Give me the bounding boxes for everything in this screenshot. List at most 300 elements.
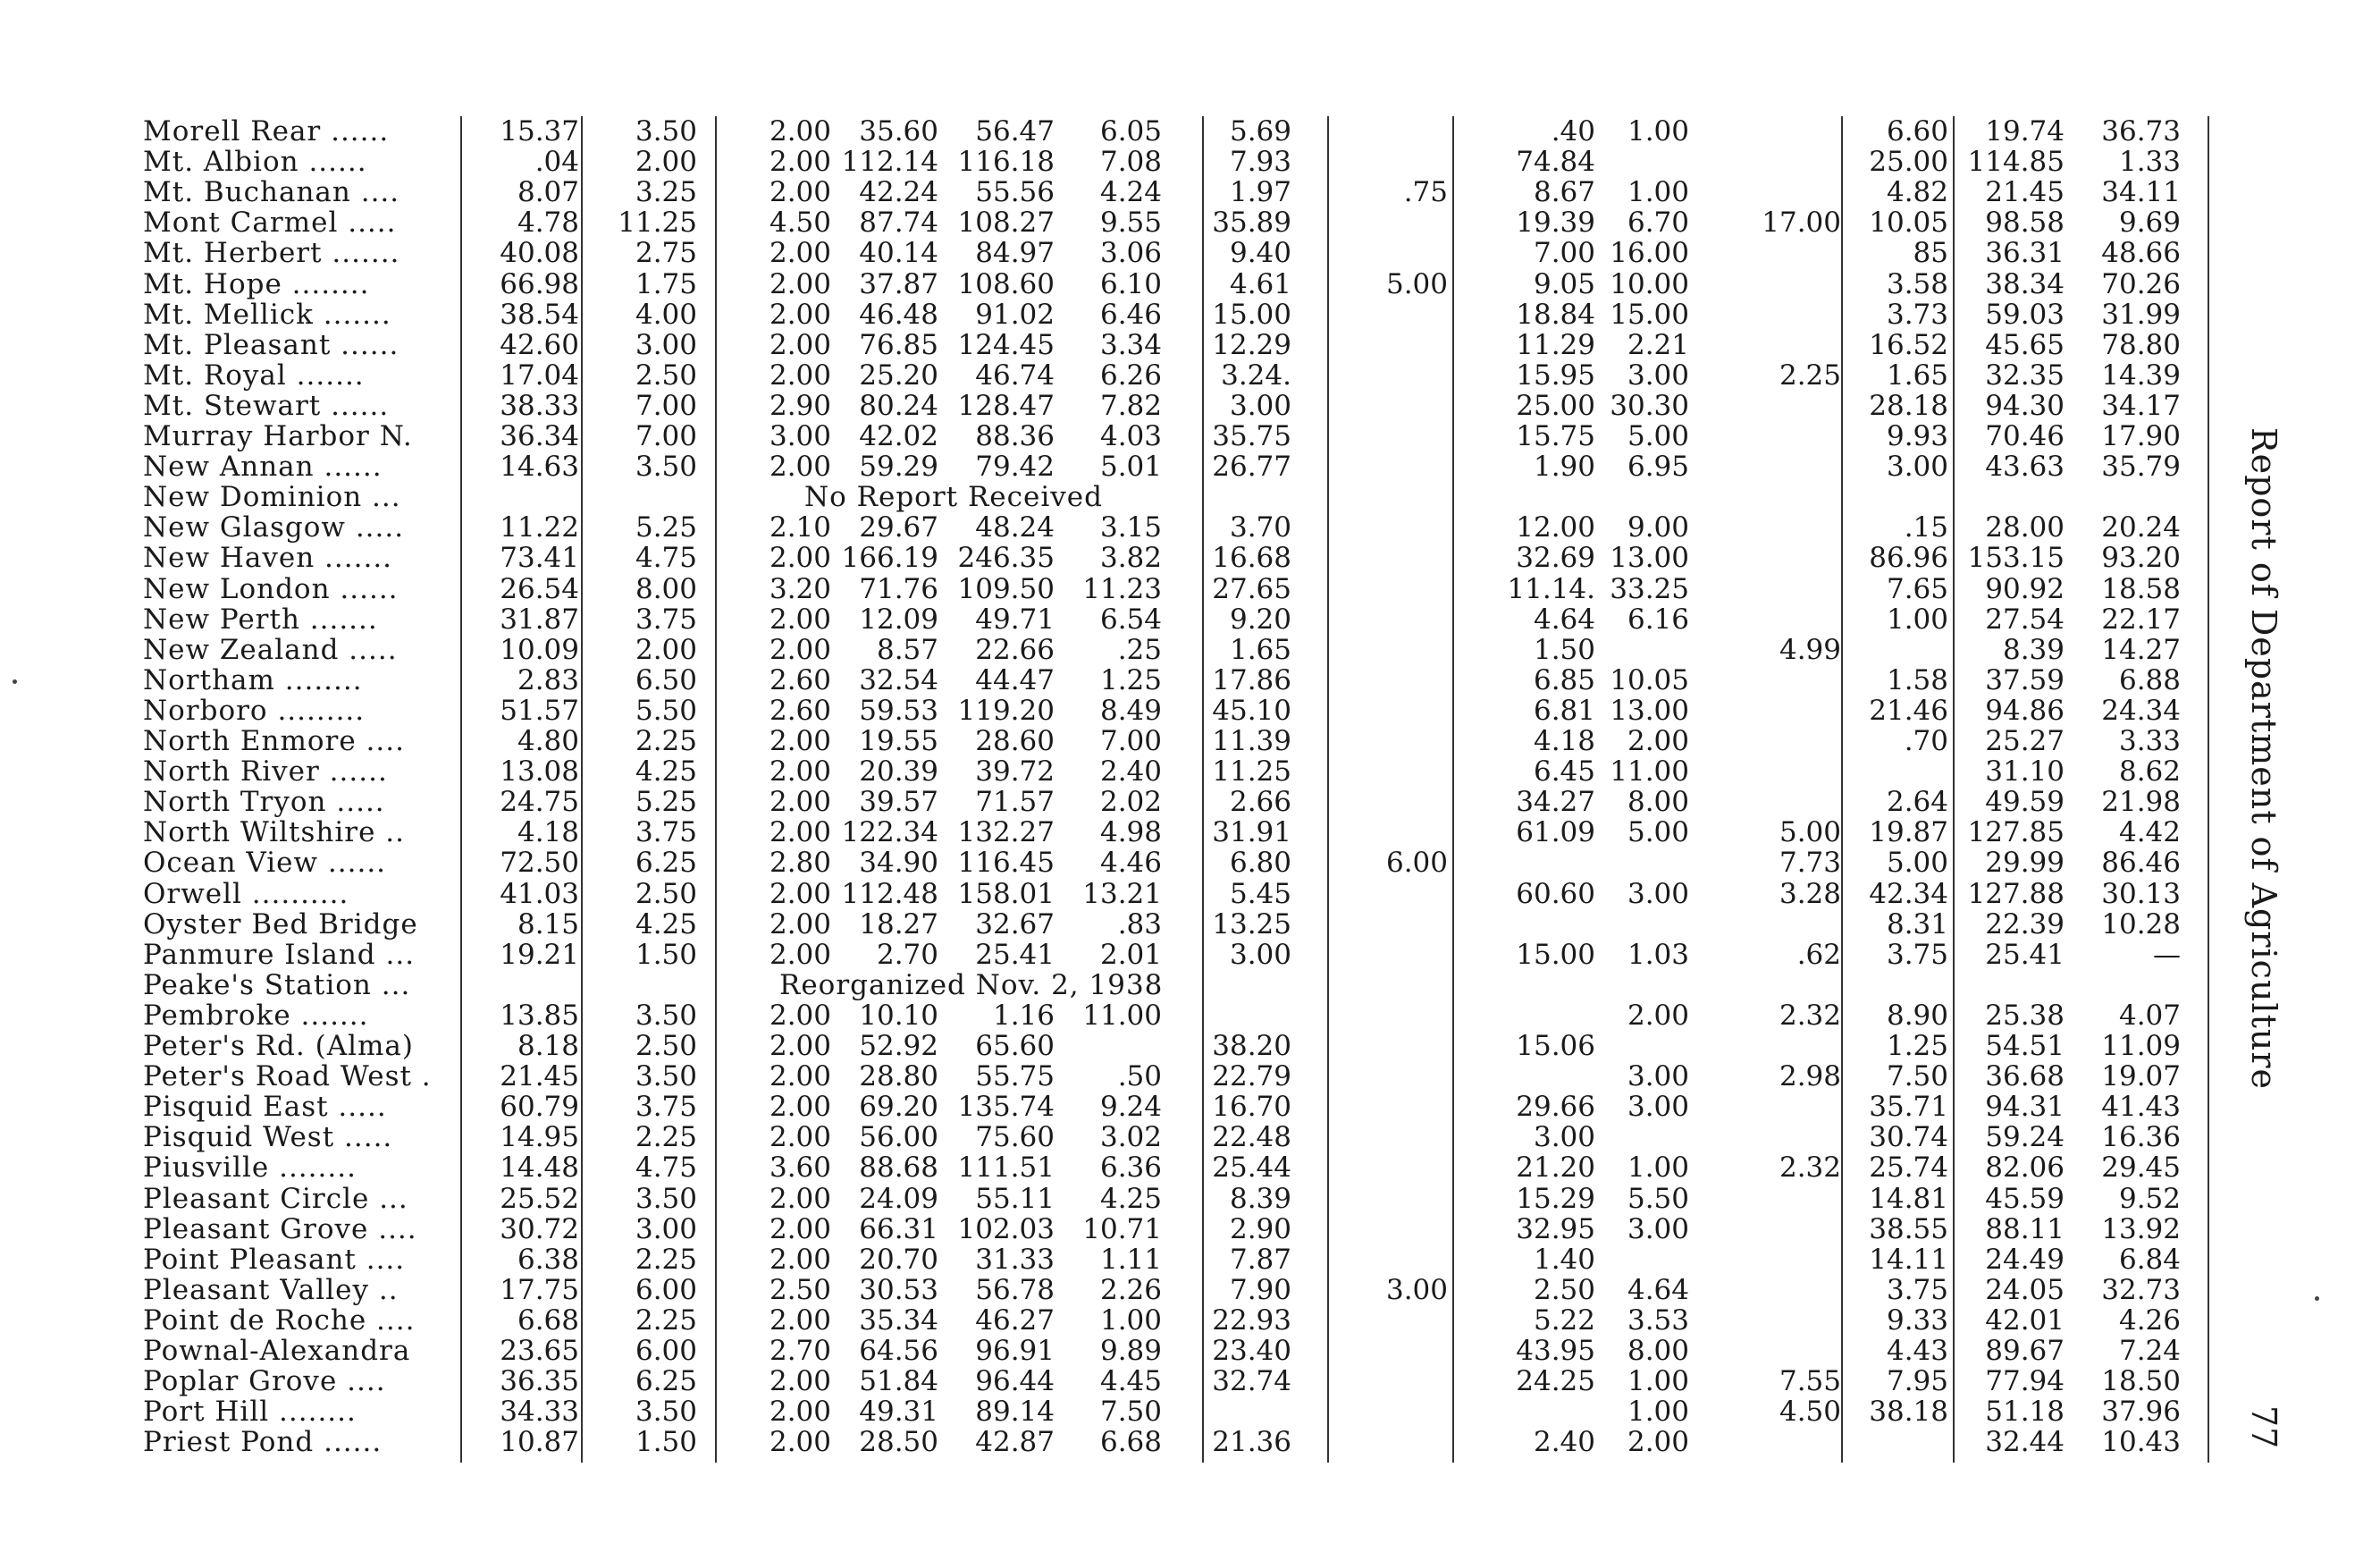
table-cell: 71.76 (859, 572, 938, 605)
table-cell: .62 (1796, 938, 1841, 971)
table-cell: 2.80 (769, 847, 831, 880)
table-cell: 31.99 (2101, 298, 2181, 331)
table-cell: 79.42 (975, 451, 1055, 484)
table-cell: 127.88 (1967, 877, 2065, 910)
table-cell: 3.58 (1886, 267, 1948, 300)
table-cell: 4.78 (517, 207, 579, 240)
row-name: Piusville ........ (143, 1151, 357, 1185)
table-cell: 30.13 (2101, 877, 2181, 910)
table-cell: 1.58 (1886, 663, 1948, 696)
table-cell: 6.68 (517, 1303, 579, 1337)
table-row (143, 909, 2199, 940)
table-cell: 5.25 (635, 786, 697, 819)
table-cell: 10.05 (1869, 207, 1948, 240)
table-cell: 2.00 (769, 146, 831, 179)
row-name: Mt. Albion ...... (143, 146, 367, 179)
table-row (143, 1122, 2199, 1152)
table-cell: 25.20 (859, 358, 938, 392)
row-name: North Tryon ..... (143, 786, 385, 819)
table-cell: 3.75 (635, 1091, 697, 1124)
table-cell: 29.66 (1516, 1091, 1595, 1124)
table-cell: 2.02 (1099, 786, 1162, 819)
table-cell: 15.37 (500, 115, 579, 148)
row-name: North Wiltshire .. (143, 816, 406, 849)
table-cell: 56.00 (859, 1121, 938, 1154)
table-cell: 1.00 (1627, 1396, 1689, 1429)
table-cell: 96.91 (975, 1335, 1055, 1367)
table-cell: 42.34 (1869, 877, 1948, 910)
table-cell: 25.38 (1985, 999, 2065, 1032)
table-cell: 7.95 (1886, 1365, 1948, 1398)
table-cell: 2.00 (769, 907, 831, 940)
table-cell: 8.15 (517, 907, 579, 940)
table-cell: 4.25 (635, 755, 697, 789)
table-cell: 4.25 (635, 907, 697, 940)
table-row (143, 1427, 2199, 1457)
table-cell: 22.17 (2101, 603, 2181, 636)
table-cell: 7.82 (1099, 389, 1162, 422)
table-cell: 7.00 (1533, 237, 1595, 270)
table-cell: 4.46 (1099, 847, 1162, 880)
table-cell: 24.09 (859, 1182, 938, 1215)
table-cell: 3.00 (1385, 1273, 1448, 1306)
table-cell: 19.21 (500, 938, 579, 971)
table-cell: 87.74 (859, 207, 938, 240)
table-cell: 32.74 (1212, 1365, 1291, 1398)
table-cell: 3.50 (635, 451, 697, 484)
table-cell: 59.29 (859, 451, 938, 484)
table-cell: 23.40 (1212, 1335, 1291, 1367)
table-cell: 7.00 (635, 389, 697, 422)
table-cell: 2.25 (635, 1243, 697, 1276)
table-cell: 38.55 (1869, 1212, 1948, 1245)
table-cell: 6.46 (1099, 298, 1162, 331)
table-cell: 94.86 (1985, 694, 2065, 727)
table-cell: 69.20 (859, 1091, 938, 1124)
table-cell: 45.59 (1985, 1182, 2065, 1215)
table-cell: 48.66 (2101, 237, 2181, 270)
table-cell: 35.89 (1212, 207, 1291, 240)
table-cell: 27.65 (1212, 572, 1291, 605)
table-cell: 112.14 (841, 146, 938, 179)
table-cell: 35.79 (2101, 451, 2181, 484)
table-cell: 15.00 (1516, 938, 1595, 971)
table-cell: 119.20 (957, 694, 1055, 727)
table-cell: 3.06 (1099, 237, 1162, 270)
table-cell: 21.20 (1516, 1151, 1595, 1185)
table-cell: 21.46 (1869, 694, 1948, 727)
table-row (143, 512, 2199, 543)
table-cell: 56.78 (975, 1273, 1055, 1306)
table-cell: 2.00 (769, 328, 831, 361)
table-cell: 78.80 (2101, 328, 2181, 361)
table-cell: 48.24 (975, 511, 1055, 544)
table-cell: 3.00 (635, 328, 697, 361)
table-cell: 9.05 (1533, 267, 1595, 300)
row-name: Pisquid East ..... (143, 1091, 387, 1124)
table-cell: 72.50 (500, 847, 579, 880)
table-row (143, 543, 2199, 573)
table-row (143, 269, 2199, 299)
table-cell: 2.50 (769, 1273, 831, 1306)
table-cell: 6.36 (1099, 1151, 1162, 1185)
table-cell: 116.18 (957, 146, 1055, 179)
table-cell: 1.25 (1099, 663, 1162, 696)
table-cell: 59.53 (859, 694, 938, 727)
table-cell: 28.00 (1985, 511, 2065, 544)
table-cell: 6.25 (635, 1365, 697, 1398)
table-cell: 9.89 (1099, 1335, 1162, 1367)
table-cell: 11.23 (1082, 572, 1162, 605)
table-cell: 2.00 (635, 633, 697, 666)
table-cell: 2.00 (769, 816, 831, 849)
table-cell: 1.50 (1533, 633, 1595, 666)
table-cell: 30.74 (1869, 1121, 1948, 1154)
table-cell: 3.34 (1099, 328, 1162, 361)
table-cell: 22.93 (1212, 1303, 1291, 1337)
table-cell: 40.08 (500, 237, 579, 270)
table-cell: 1.00 (1627, 176, 1689, 209)
table-cell: 2.00 (769, 1121, 831, 1154)
table-cell: .25 (1117, 633, 1162, 666)
table-cell: 7.00 (1099, 725, 1162, 757)
table-cell: 19.39 (1516, 207, 1595, 240)
table-cell: 37.59 (1985, 663, 2065, 696)
scan-speck (2315, 1296, 2319, 1301)
table-cell: .83 (1117, 907, 1162, 940)
table-cell: 3.00 (1627, 1091, 1689, 1124)
table-cell: 91.02 (975, 298, 1055, 331)
table-cell: 14.81 (1869, 1182, 1948, 1215)
table-row (143, 177, 2199, 207)
row-name: Pleasant Grove .... (143, 1212, 417, 1245)
table-cell: 32.95 (1516, 1212, 1595, 1245)
row-name: Pembroke ....... (143, 999, 369, 1032)
table-cell: 4.99 (1779, 633, 1841, 666)
table-cell: 4.43 (1886, 1335, 1948, 1367)
table-cell: 20.24 (2101, 511, 2181, 544)
table-row (143, 238, 2199, 268)
table-cell: 4.42 (2118, 816, 2181, 849)
table-cell: 7.93 (1229, 146, 1291, 179)
table-cell: 32.69 (1516, 542, 1595, 575)
table-cell: 7.73 (1779, 847, 1841, 880)
table-cell: 25.00 (1869, 146, 1948, 179)
table-cell: 36.34 (500, 420, 579, 452)
table-cell: 6.50 (635, 663, 697, 696)
table-cell: 8.57 (876, 633, 938, 666)
table-cell: 5.00 (1627, 816, 1689, 849)
table-row (143, 1000, 2199, 1031)
table-cell: 13.08 (500, 755, 579, 789)
table-cell: 4.25 (1099, 1182, 1162, 1215)
table-cell: 15.00 (1212, 298, 1291, 331)
row-name: Panmure Island ... (143, 938, 416, 971)
column-rule (1841, 116, 1843, 1463)
table-cell: 3.25 (635, 176, 697, 209)
table-cell: 11.22 (500, 511, 579, 544)
table-cell: 22.79 (1212, 1060, 1291, 1093)
table-cell: .75 (1403, 176, 1448, 209)
row-name: Pleasant Valley .. (143, 1273, 399, 1306)
table-cell: 3.15 (1099, 511, 1162, 544)
table-cell: 6.54 (1099, 603, 1162, 636)
table-cell: 88.36 (975, 420, 1055, 452)
table-cell: 2.00 (769, 542, 831, 575)
table-cell: 8.00 (1627, 786, 1689, 819)
column-rule (581, 116, 583, 1463)
row-name: Poplar Grove .... (143, 1365, 386, 1398)
table-cell: 158.01 (957, 877, 1055, 910)
table-cell: 5.22 (1533, 1303, 1595, 1337)
table-cell: 9.00 (1627, 511, 1689, 544)
table-cell: 13.92 (2101, 1212, 2181, 1245)
table-cell: 1.00 (1627, 1151, 1689, 1185)
table-row (143, 756, 2199, 787)
table-row (143, 1244, 2199, 1275)
table-cell: 6.80 (1229, 847, 1291, 880)
table-cell: 3.00 (769, 420, 831, 452)
table-cell: 3.00 (635, 1212, 697, 1245)
table-row (143, 604, 2199, 635)
table-cell: 15.95 (1516, 358, 1595, 392)
table-row (143, 147, 2199, 177)
table-cell: 17.90 (2101, 420, 2181, 452)
table-cell: 3.00 (1886, 451, 1948, 484)
table-cell: 3.33 (2118, 725, 2181, 757)
table-cell: 29.67 (859, 511, 938, 544)
table-cell: 29.99 (1985, 847, 2065, 880)
table-cell: 1.50 (635, 1426, 697, 1459)
table-cell: 3.24. (1221, 358, 1291, 392)
table-cell: 25.52 (500, 1182, 579, 1215)
table-cell: 2.32 (1779, 999, 1841, 1032)
table-cell: 21.45 (1985, 176, 2065, 209)
table-cell: 2.00 (769, 358, 831, 392)
table-row (143, 1275, 2199, 1305)
table-cell: 21.36 (1212, 1426, 1291, 1459)
table-cell: 2.00 (635, 146, 697, 179)
table-cell: 60.60 (1516, 877, 1595, 910)
table-cell: 122.34 (841, 816, 938, 849)
table-cell: 12.09 (859, 603, 938, 636)
table-cell: 9.20 (1229, 603, 1291, 636)
table-cell: 3.00 (1229, 389, 1291, 422)
table-cell: 2.25 (635, 1303, 697, 1337)
table-cell: 1.90 (1533, 451, 1595, 484)
table-cell: 4.18 (1533, 725, 1595, 757)
table-cell: 1.00 (1627, 115, 1689, 148)
table-cell: 2.26 (1099, 1273, 1162, 1306)
table-cell: 45.65 (1985, 328, 2065, 361)
table-row (143, 1061, 2199, 1092)
table-row (143, 1336, 2199, 1366)
table-cell: 108.27 (957, 207, 1055, 240)
table-cell: 96.44 (975, 1365, 1055, 1398)
column-rule (1953, 116, 1955, 1463)
table-cell: 2.01 (1099, 938, 1162, 971)
table-cell: 32.67 (975, 907, 1055, 940)
table-cell: 13.25 (1212, 907, 1291, 940)
table-cell: 2.00 (769, 877, 831, 910)
table-cell: 25.41 (1985, 938, 2065, 971)
table-cell: 2.90 (769, 389, 831, 422)
table-cell: 1.65 (1886, 358, 1948, 392)
table-cell: 3.00 (1627, 1060, 1689, 1093)
table-cell: 59.24 (1985, 1121, 2065, 1154)
table-cell: 4.82 (1886, 176, 1948, 209)
table-cell: 7.50 (1886, 1060, 1948, 1093)
table-cell: 31.87 (500, 603, 579, 636)
table-cell: 43.63 (1985, 451, 2065, 484)
table-cell: 3.70 (1229, 511, 1291, 544)
table-cell: 2.00 (769, 237, 831, 270)
table-cell: 24.75 (500, 786, 579, 819)
table-cell: 13.21 (1082, 877, 1162, 910)
table-cell: 2.32 (1779, 1151, 1841, 1185)
table-cell: 2.00 (769, 267, 831, 300)
table-row (143, 1366, 2199, 1396)
table-cell: 2.00 (769, 603, 831, 636)
table-cell: 9.24 (1099, 1091, 1162, 1124)
table-cell: 5.00 (1385, 267, 1448, 300)
table-cell: 4.61 (1229, 267, 1291, 300)
table-cell: 13.00 (1610, 542, 1689, 575)
table-cell: 52.92 (859, 1030, 938, 1062)
row-name: North Enmore .... (143, 725, 405, 757)
table-cell: 102.03 (957, 1212, 1055, 1245)
table-cell: 8.00 (635, 572, 697, 605)
row-name: North River ...... (143, 755, 388, 789)
table-cell: 6.60 (1886, 115, 1948, 148)
table-cell: 15.75 (1516, 420, 1595, 452)
table-cell: 86.46 (2101, 847, 2181, 880)
table-cell: 40.14 (859, 237, 938, 270)
table-cell: 6.70 (1627, 207, 1689, 240)
row-name: Point Pleasant .... (143, 1243, 406, 1276)
table-cell: 56.47 (975, 115, 1055, 148)
row-name: Mt. Herbert ....... (143, 237, 400, 270)
table-cell: 2.00 (769, 298, 831, 331)
table-cell: 25.44 (1212, 1151, 1291, 1185)
table-cell: 6.26 (1099, 358, 1162, 392)
table-cell: 2.00 (1627, 725, 1689, 757)
table-cell: 9.55 (1099, 207, 1162, 240)
table-cell: 4.03 (1099, 420, 1162, 452)
table-cell: 35.71 (1869, 1091, 1948, 1124)
table-cell: 109.50 (957, 572, 1055, 605)
table-cell: 108.60 (957, 267, 1055, 300)
table-cell: 5.25 (635, 511, 697, 544)
table-cell: 45.10 (1212, 694, 1291, 727)
table-cell: 2.70 (769, 1335, 831, 1367)
table-cell: 21.45 (500, 1060, 579, 1093)
table-cell: 93.20 (2101, 542, 2181, 575)
table-cell: 3.82 (1099, 542, 1162, 575)
table-cell: 166.19 (841, 542, 938, 575)
table-cell: 10.10 (859, 999, 938, 1032)
table-cell: 19.55 (859, 725, 938, 757)
table-cell: 6.81 (1533, 694, 1595, 727)
table-cell: 4.75 (635, 1151, 697, 1185)
table-cell: 11.25 (1212, 755, 1291, 789)
table-cell: 1.40 (1533, 1243, 1595, 1276)
table-cell: 38.18 (1869, 1396, 1948, 1429)
table-cell: 49.31 (859, 1396, 938, 1429)
table-cell: 10.87 (500, 1426, 579, 1459)
table-cell: 8.62 (2118, 755, 2181, 789)
row-name: New Dominion ... (143, 481, 401, 514)
table-cell: 36.31 (1985, 237, 2065, 270)
table-cell: 1.65 (1229, 633, 1291, 666)
table-cell: .15 (1904, 511, 1948, 544)
table-cell: 42.60 (500, 328, 579, 361)
table-cell: 55.56 (975, 176, 1055, 209)
row-name: Murray Harbor N. (143, 420, 413, 452)
table-cell: 2.00 (769, 1091, 831, 1124)
table-cell: 3.00 (1533, 1121, 1595, 1154)
table-cell: 26.54 (500, 572, 579, 605)
table-cell: 4.18 (517, 816, 579, 849)
table-cell: 3.75 (635, 603, 697, 636)
table-cell: 80.24 (859, 389, 938, 422)
table-cell: 21.98 (2101, 786, 2181, 819)
table-cell: 2.64 (1886, 786, 1948, 819)
table-cell: 6.10 (1099, 267, 1162, 300)
row-name: Pownal-Alexandra (143, 1335, 411, 1367)
table-cell: .40 (1551, 115, 1595, 148)
table-cell: 39.57 (859, 786, 938, 819)
table-cell: 5.00 (1779, 816, 1841, 849)
table-cell: 2.70 (876, 938, 938, 971)
table-cell: 41.03 (500, 877, 579, 910)
table-cell: 4.80 (517, 725, 579, 757)
table-cell: 11.14. (1507, 572, 1595, 605)
table-cell: 2.00 (769, 1212, 831, 1245)
table-cell: 1.16 (992, 999, 1055, 1032)
table-cell: 65.60 (975, 1030, 1055, 1062)
table-cell: 61.09 (1516, 816, 1595, 849)
table-cell: 25.00 (1516, 389, 1595, 422)
table-cell: .70 (1904, 725, 1948, 757)
table-cell: 9.93 (1886, 420, 1948, 452)
table-cell: 34.33 (500, 1396, 579, 1429)
table-cell: 13.00 (1610, 694, 1689, 727)
table-cell: 31.10 (1985, 755, 2065, 789)
table-cell: 6.00 (635, 1273, 697, 1306)
table-row (143, 116, 2199, 147)
table-cell: 1.25 (1886, 1030, 1948, 1062)
table-cell: 7.65 (1886, 572, 1948, 605)
table-row (143, 482, 2199, 512)
table-cell: 9.33 (1886, 1303, 1948, 1337)
row-name: Peter's Road West . (143, 1060, 432, 1093)
table-cell: 11.00 (1610, 755, 1689, 789)
table-row (143, 1396, 2199, 1427)
column-rule (1452, 116, 1454, 1463)
running-head: Report of Department of Agriculture (2244, 427, 2283, 1090)
table-cell: 28.80 (859, 1060, 938, 1093)
table-cell: 2.00 (1627, 1426, 1689, 1459)
table-row (143, 787, 2199, 817)
row-note: No Report Received (804, 481, 1103, 514)
table-cell: 32.54 (859, 663, 938, 696)
table-cell: 7.90 (1229, 1273, 1291, 1306)
table-cell: 16.36 (2101, 1121, 2181, 1154)
table-row (143, 726, 2199, 756)
table-cell: 4.26 (2118, 1303, 2181, 1337)
table-cell: 24.34 (2101, 694, 2181, 727)
